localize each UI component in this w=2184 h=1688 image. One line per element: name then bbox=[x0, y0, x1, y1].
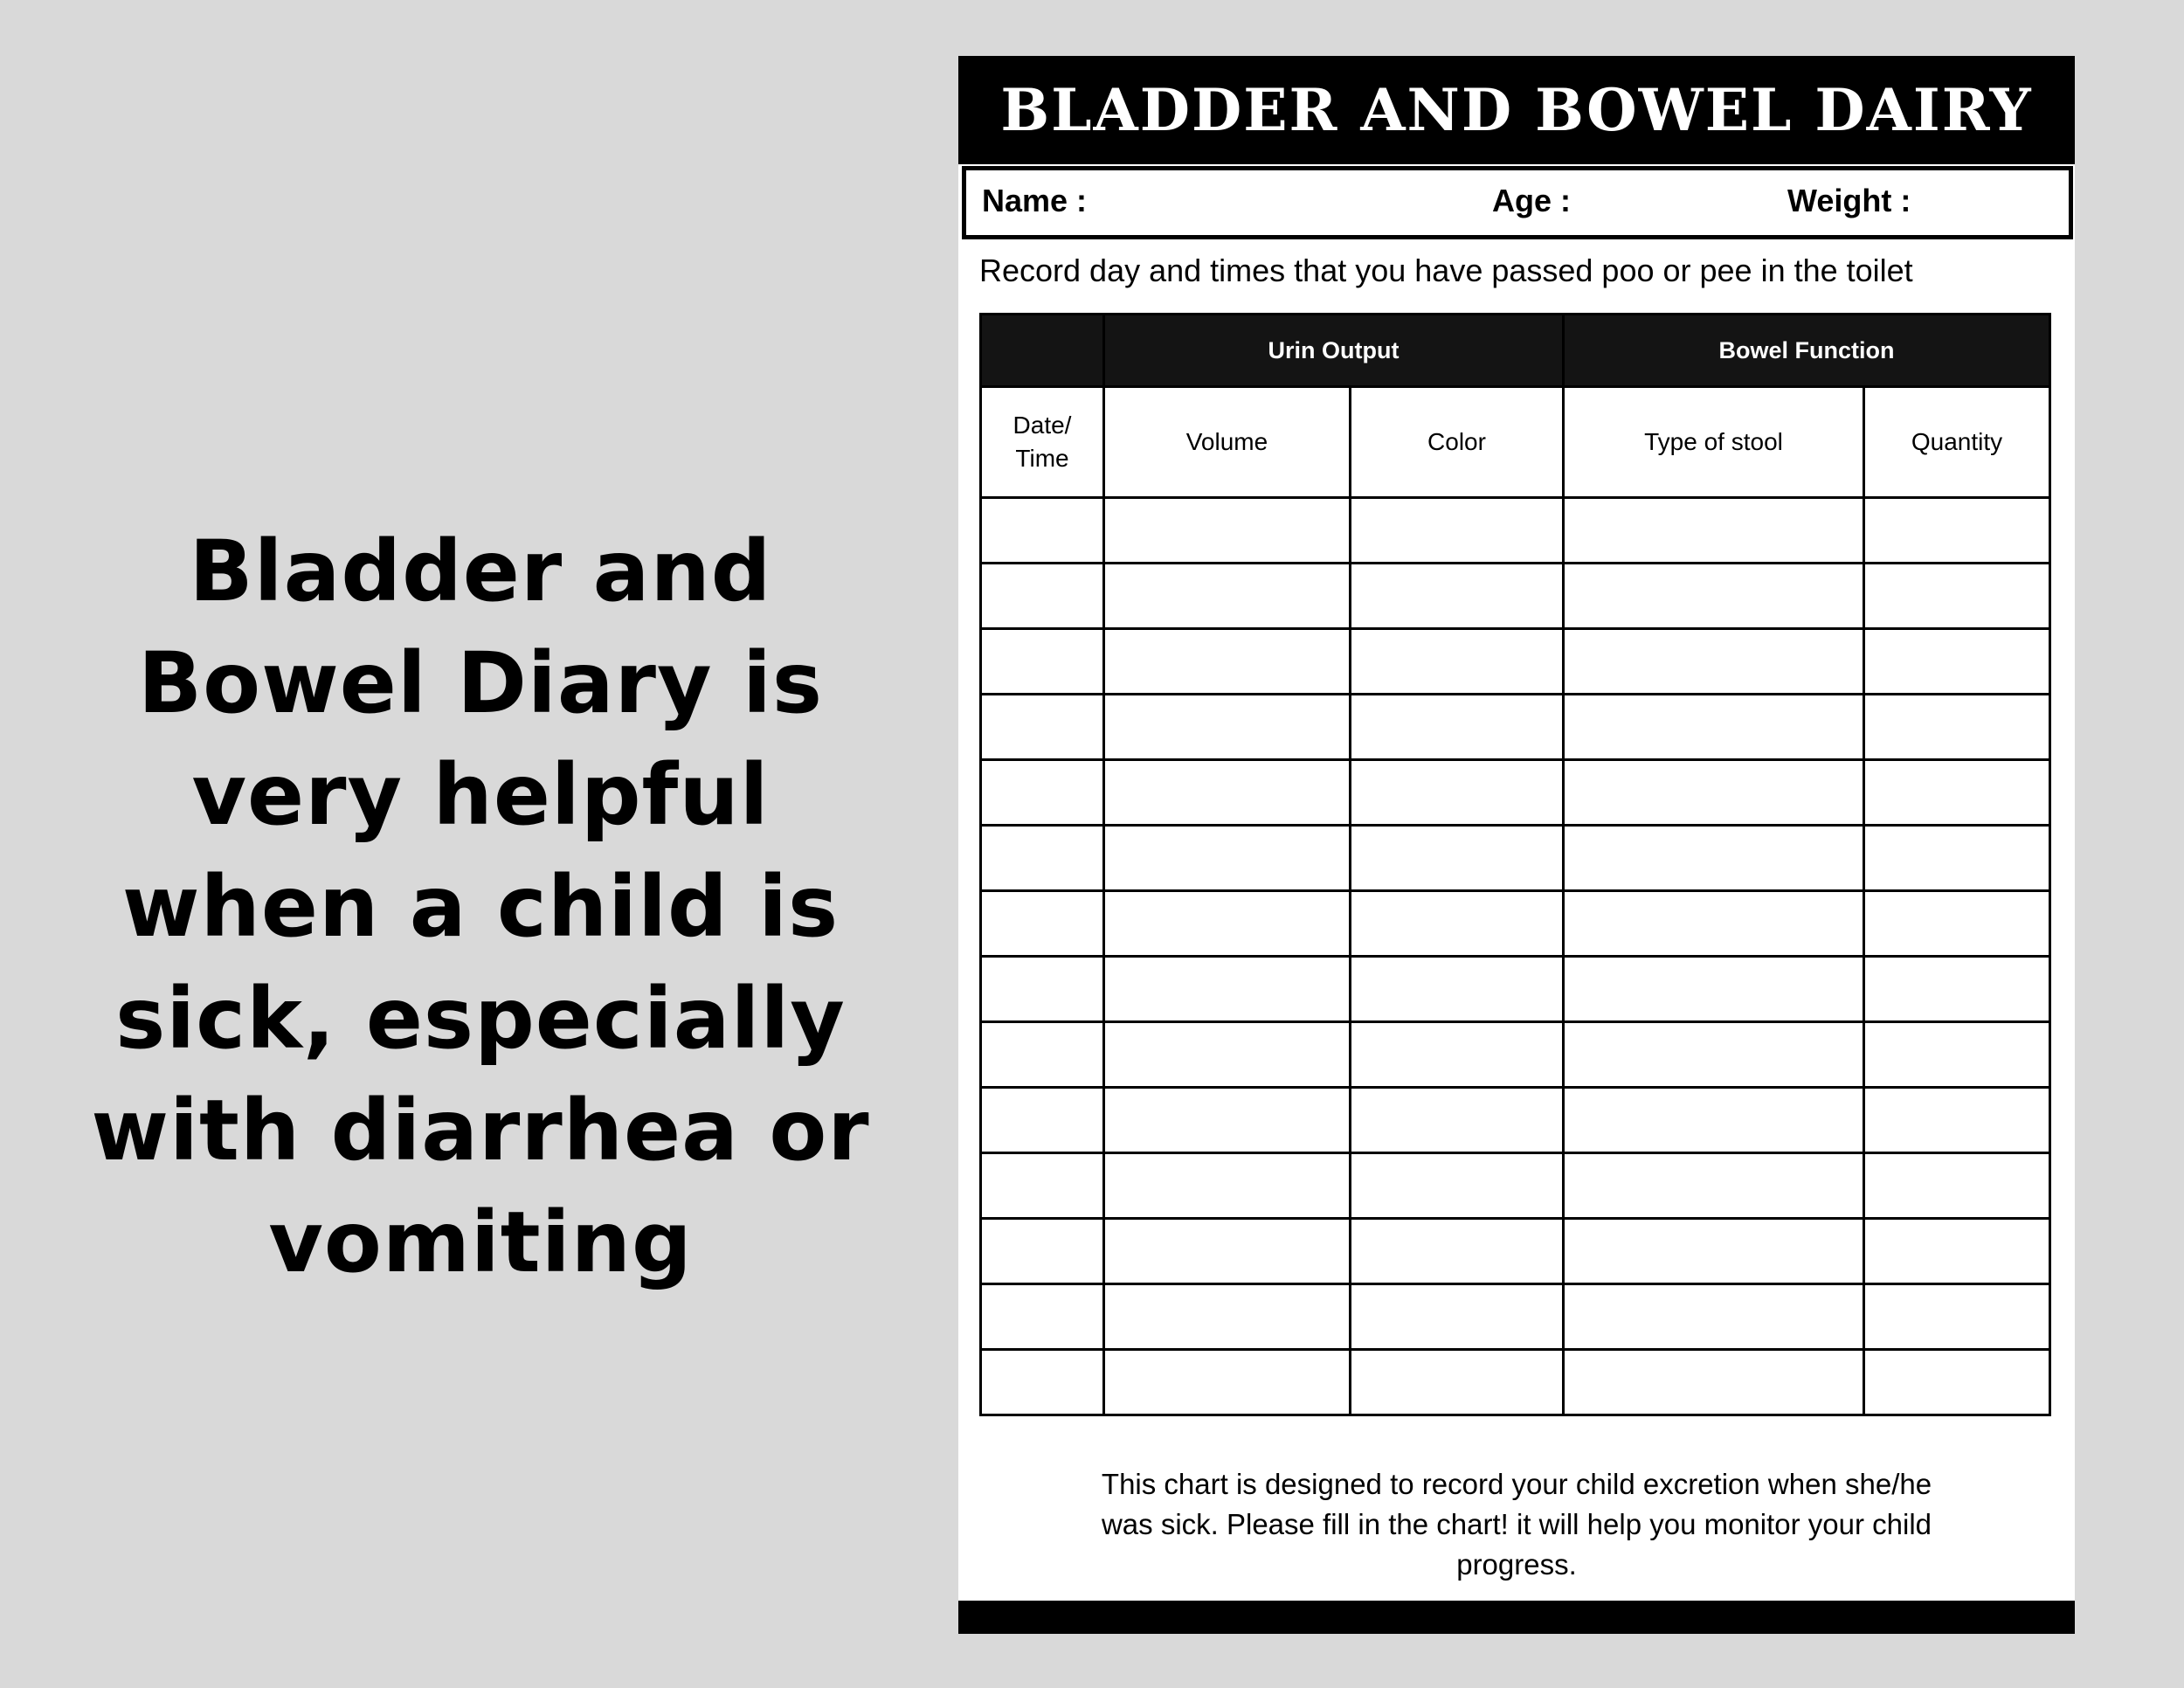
table-cell[interactable] bbox=[1864, 1350, 2050, 1415]
table-cell[interactable] bbox=[1864, 1088, 2050, 1153]
footer-bar bbox=[958, 1601, 2075, 1634]
table-cell[interactable] bbox=[981, 1088, 1104, 1153]
table-cell[interactable] bbox=[981, 760, 1104, 826]
table-row bbox=[981, 1219, 2050, 1284]
table-cell[interactable] bbox=[1564, 1153, 1864, 1219]
promo-line: Bowel Diary is bbox=[137, 634, 823, 732]
table-row bbox=[981, 826, 2050, 891]
table-cell[interactable] bbox=[981, 891, 1104, 957]
table-cell[interactable] bbox=[981, 1153, 1104, 1219]
column-header-date-time: Date/ Time bbox=[981, 387, 1104, 498]
table-cell[interactable] bbox=[1351, 1219, 1564, 1284]
table-cell[interactable] bbox=[1104, 760, 1351, 826]
table-row bbox=[981, 891, 2050, 957]
table-cell[interactable] bbox=[1864, 564, 2050, 629]
table-cell[interactable] bbox=[1864, 498, 2050, 564]
table-row bbox=[981, 498, 2050, 564]
table-row bbox=[981, 760, 2050, 826]
table-cell[interactable] bbox=[1104, 1350, 1351, 1415]
table-cell[interactable] bbox=[981, 1219, 1104, 1284]
table-cell[interactable] bbox=[981, 498, 1104, 564]
table-cell[interactable] bbox=[1351, 1284, 1564, 1350]
sheet-title: BLADDER AND BOWEL DAIRY bbox=[958, 56, 2075, 164]
table-cell[interactable] bbox=[981, 1350, 1104, 1415]
column-header-color: Color bbox=[1351, 387, 1564, 498]
table-cell[interactable] bbox=[1351, 695, 1564, 760]
table-cell[interactable] bbox=[1104, 891, 1351, 957]
table-cell[interactable] bbox=[981, 1022, 1104, 1088]
age-field-label[interactable]: Age : bbox=[1492, 183, 1571, 218]
table-cell[interactable] bbox=[1564, 695, 1864, 760]
footer-note: This chart is designed to record your child excretion when she/he was sick. Please fill in the chart! it will help you monitor your child progress. bbox=[1101, 1468, 1932, 1581]
table-cell[interactable] bbox=[1864, 957, 2050, 1022]
table-cell[interactable] bbox=[981, 957, 1104, 1022]
promo-line: very helpful bbox=[191, 746, 770, 844]
table-cell[interactable] bbox=[1104, 957, 1351, 1022]
table-cell[interactable] bbox=[1351, 498, 1564, 564]
table-cell[interactable] bbox=[981, 629, 1104, 695]
table-cell[interactable] bbox=[1564, 498, 1864, 564]
group-header-bowel-function: Bowel Function bbox=[1564, 315, 2050, 387]
table-cell[interactable] bbox=[1864, 891, 2050, 957]
table-row bbox=[981, 629, 2050, 695]
table-cell[interactable] bbox=[1864, 826, 2050, 891]
column-header-quantity: Quantity bbox=[1864, 387, 2050, 498]
instruction-text: Record day and times that you have passed poo or pee in the toilet bbox=[979, 253, 1913, 288]
group-header-urin-output: Urin Output bbox=[1104, 315, 1564, 387]
table-cell[interactable] bbox=[1351, 1022, 1564, 1088]
table-cell[interactable] bbox=[981, 564, 1104, 629]
table-cell[interactable] bbox=[1564, 957, 1864, 1022]
table-row bbox=[981, 1153, 2050, 1219]
table-cell[interactable] bbox=[981, 695, 1104, 760]
table-cell[interactable] bbox=[1564, 629, 1864, 695]
promo-line: with diarrhea or bbox=[91, 1082, 870, 1180]
promo-text bbox=[52, 515, 909, 1298]
table-cell[interactable] bbox=[1104, 1022, 1351, 1088]
table-cell[interactable] bbox=[1864, 1219, 2050, 1284]
table-cell[interactable] bbox=[1564, 1219, 1864, 1284]
table-cell[interactable] bbox=[1351, 1088, 1564, 1153]
table-cell[interactable] bbox=[981, 1284, 1104, 1350]
table-row bbox=[981, 564, 2050, 629]
diary-sheet bbox=[958, 56, 2075, 1634]
table-cell[interactable] bbox=[1864, 760, 2050, 826]
table-cell[interactable] bbox=[1351, 564, 1564, 629]
table-cell[interactable] bbox=[1351, 1153, 1564, 1219]
group-header-row bbox=[981, 315, 2050, 387]
table-cell[interactable] bbox=[1351, 957, 1564, 1022]
table-cell[interactable] bbox=[1104, 826, 1351, 891]
table-row bbox=[981, 1088, 2050, 1153]
table-cell[interactable] bbox=[1104, 498, 1351, 564]
table-cell[interactable] bbox=[1351, 1350, 1564, 1415]
promo-line: Bladder and bbox=[189, 522, 772, 620]
group-header-blank bbox=[981, 315, 1104, 387]
table-cell[interactable] bbox=[1864, 1284, 2050, 1350]
promo-line: sick, especially bbox=[115, 970, 846, 1068]
table-row bbox=[981, 695, 2050, 760]
diary-table bbox=[979, 313, 2051, 1416]
table-cell[interactable] bbox=[1104, 1153, 1351, 1219]
table-cell[interactable] bbox=[1864, 1153, 2050, 1219]
name-field-label[interactable]: Name : bbox=[982, 183, 1088, 218]
table-cell[interactable] bbox=[1864, 1022, 2050, 1088]
table-cell[interactable] bbox=[1564, 1022, 1864, 1088]
table-cell[interactable] bbox=[1104, 1284, 1351, 1350]
table-cell[interactable] bbox=[1864, 695, 2050, 760]
info-box bbox=[962, 166, 2073, 239]
table-row bbox=[981, 1022, 2050, 1088]
table-cell[interactable] bbox=[1104, 629, 1351, 695]
table-row bbox=[981, 1350, 2050, 1415]
promo-line: when a child is bbox=[121, 858, 840, 956]
table-cell[interactable] bbox=[1351, 891, 1564, 957]
promo-line: vomiting bbox=[268, 1193, 693, 1291]
table-cell[interactable] bbox=[1564, 564, 1864, 629]
table-row bbox=[981, 957, 2050, 1022]
table-cell[interactable] bbox=[1104, 695, 1351, 760]
table-cell[interactable] bbox=[1351, 760, 1564, 826]
table-cell[interactable] bbox=[1564, 1350, 1864, 1415]
table-cell[interactable] bbox=[1564, 1284, 1864, 1350]
table-cell[interactable] bbox=[1564, 891, 1864, 957]
table-cell[interactable] bbox=[1564, 826, 1864, 891]
column-header-volume: Volume bbox=[1104, 387, 1351, 498]
table-cell[interactable] bbox=[1351, 629, 1564, 695]
table-cell[interactable] bbox=[1351, 826, 1564, 891]
table-cell[interactable] bbox=[1104, 564, 1351, 629]
table-cell[interactable] bbox=[1564, 760, 1864, 826]
table-row bbox=[981, 1284, 2050, 1350]
diary-table-body bbox=[981, 498, 2050, 1415]
table-cell[interactable] bbox=[981, 826, 1104, 891]
table-cell[interactable] bbox=[1864, 629, 2050, 695]
column-header-type-of-stool: Type of stool bbox=[1564, 387, 1864, 498]
weight-field-label[interactable]: Weight : bbox=[1787, 183, 1911, 218]
table-cell[interactable] bbox=[1104, 1088, 1351, 1153]
table-cell[interactable] bbox=[1104, 1219, 1351, 1284]
column-header-row bbox=[981, 387, 2050, 498]
table-cell[interactable] bbox=[1564, 1088, 1864, 1153]
